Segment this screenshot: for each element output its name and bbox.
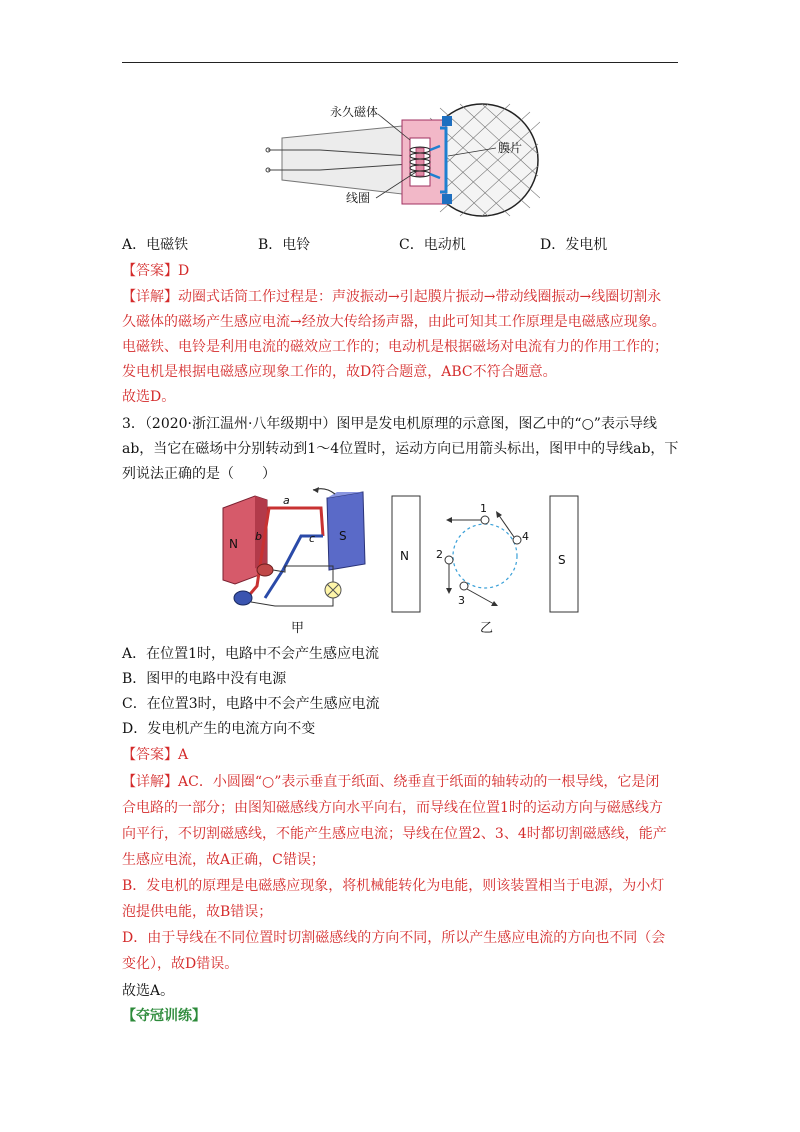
q2-detail-line-1	[122, 286, 661, 308]
q3-stem-line-1: 3．（2020·浙江温州·八年级期中）图甲是发电机原理的示意图，图乙中的“○”表示导线	[122, 416, 657, 432]
q3-detail-tag: 【详解】	[122, 774, 178, 790]
pos-4: 4	[522, 530, 529, 543]
caption-jia: 甲	[291, 621, 305, 636]
q3-stem-line-2: ab，当它在磁场中分别转动到1～4位置时，运动方向已用箭头标出，图甲中的导线ab，下	[122, 441, 679, 457]
section-title: 【夺冠训练】	[122, 1008, 206, 1024]
label-coil: 线圈	[346, 191, 371, 205]
q2-option-c: C．电动机	[399, 237, 466, 253]
microphone-figure	[260, 98, 540, 220]
header-rule	[122, 62, 678, 63]
q2-detail-text-1: 动圈式话筒工作过程是：声波振动→引起膜片振动→带动线圈振动→线圈切割永	[178, 289, 662, 305]
q3-answer-tag: 【答案】	[122, 747, 178, 763]
q3-detail-line-4: 生感应电流，故A正确，C错误；	[122, 852, 325, 868]
generator-figure-jia	[215, 486, 375, 636]
q3-detail-line-3: 向平行，不切割磁感线，不能产生感应电流；导线在位置2、3、4时都切割磁感线，能产	[122, 826, 667, 842]
q3-detail-line-1	[122, 771, 659, 793]
q2-answer-tag: 【答案】	[122, 263, 178, 279]
label-S: S	[339, 529, 347, 543]
q2-detail-tag: 【详解】	[122, 289, 178, 305]
label-b: b	[255, 530, 262, 543]
q3-detail-line-2: 合电路的一部分；由图知磁感线方向水平向右，而导线在位置1时的运动方向与磁感线方	[122, 800, 663, 816]
yi-N: N	[400, 549, 409, 563]
q3-answer-value: A	[178, 747, 189, 763]
q2-detail-line-4: 发电机是根据电磁感应现象工作的，故D符合题意，ABC不符合题意。	[122, 364, 557, 380]
q2-detail-line-3: 电磁铁、电铃是利用电流的磁效应工作的；电动机是根据磁场对电流有力的作用工作的；	[122, 339, 668, 355]
q3-detail-line-8: 变化），故D错误。	[122, 956, 239, 972]
q2-answer	[122, 260, 189, 282]
pos-3: 3	[458, 594, 465, 607]
pos-2: 2	[436, 548, 443, 561]
label-magnet: 永久磁体	[330, 105, 379, 119]
q3-option-d: D．发电机产生的电流方向不变	[122, 721, 316, 737]
q2-answer-value: D	[178, 263, 190, 279]
q3-detail-text-1: AC．小圆圈“○”表示垂直于纸面、绕垂直于纸面的轴转动的一根导线，它是闭	[178, 774, 660, 790]
q3-detail-line-6: 泡提供电能，故B错误；	[122, 904, 273, 920]
label-diaphragm: 膜片	[498, 141, 523, 155]
q3-answer	[122, 744, 188, 766]
q3-option-c: C．在位置3时，电路中不会产生感应电流	[122, 696, 380, 712]
q3-conclusion: 故选A。	[122, 983, 175, 999]
q2-option-d: D．发电机	[540, 237, 608, 253]
q3-detail-line-7: D．由于导线在不同位置时切割磁感线的方向不同，所以产生感应电流的方向也不同（会	[122, 930, 666, 946]
q2-detail-line-2: 久磁体的磁场产生感应电流→经放大传给扬声器，由此可知其工作原理是电磁感应现象。	[122, 314, 666, 330]
q3-stem-line-3: 列说法正确的是（ ）	[122, 466, 276, 482]
rotation-figure-yi	[390, 494, 580, 636]
q2-detail-line-5: 故选D。	[122, 389, 176, 405]
caption-yi: 乙	[480, 621, 494, 636]
q3-detail-line-5: B．发电机的原理是电磁感应现象，将机械能转化为电能，则该装置相当于电源，为小灯	[122, 878, 665, 894]
q2-option-a: A．电磁铁	[122, 237, 189, 253]
q3-option-b: B．图甲的电路中没有电源	[122, 671, 287, 687]
label-N: N	[229, 537, 238, 551]
pos-1: 1	[480, 502, 487, 515]
q3-option-a: A．在位置1时，电路中不会产生感应电流	[122, 646, 380, 662]
label-c: c	[309, 532, 316, 545]
label-a: a	[283, 494, 290, 507]
q2-option-b: B．电铃	[258, 237, 311, 253]
yi-S: S	[558, 553, 566, 567]
